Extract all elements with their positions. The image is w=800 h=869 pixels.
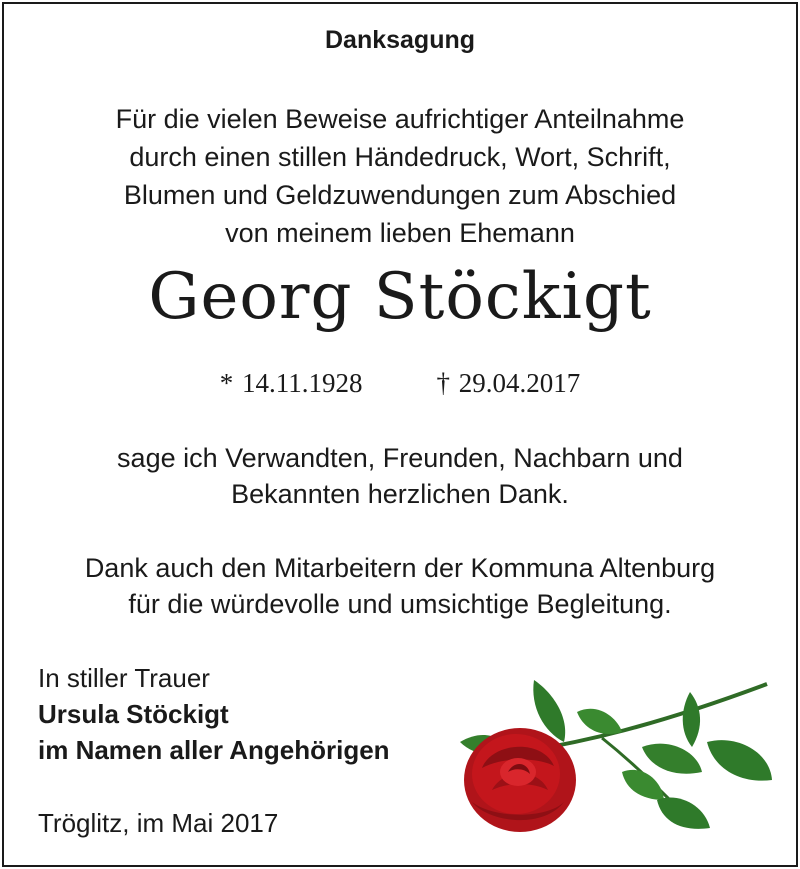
leaf-icon bbox=[642, 744, 702, 774]
obituary-notice bbox=[2, 2, 798, 867]
place-date: Tröglitz, im Mai 2017 bbox=[38, 808, 279, 838]
thanks-line: Bekannten herzlichen Dank. bbox=[231, 479, 569, 509]
leaf-icon bbox=[657, 798, 710, 829]
rose-image bbox=[452, 672, 772, 842]
leaf-icon bbox=[683, 692, 700, 747]
leaf-icon bbox=[577, 709, 622, 734]
thanks-line: Dank auch den Mitarbeitern der Kommuna Altenburg bbox=[84, 553, 716, 583]
signer-name: Ursula Stöckigt bbox=[38, 699, 229, 729]
intro-line: Für die vielen Beweise aufrichtiger Anteilnahme bbox=[115, 104, 685, 134]
signer-relation: im Namen aller Angehörigen bbox=[38, 735, 390, 765]
rose-bloom bbox=[464, 728, 576, 832]
intro-line: durch einen stillen Händedruck, Wort, Schrift, bbox=[129, 142, 671, 172]
notice-heading: Danksagung bbox=[324, 26, 476, 54]
thanks-staff bbox=[4, 550, 796, 622]
signature-block bbox=[38, 660, 390, 768]
birth-date: * 14.11.1928 bbox=[219, 368, 363, 398]
thanks-line: für die würdevolle und umsichtige Begleitung. bbox=[128, 589, 672, 619]
deceased-name: Georg Stöckigt bbox=[148, 260, 652, 334]
mourning-phrase: In stiller Trauer bbox=[38, 663, 210, 693]
leaf-icon bbox=[622, 770, 664, 800]
intro-line: Blumen und Geldzuwendungen zum Abschied bbox=[123, 180, 677, 210]
intro-text bbox=[4, 100, 796, 252]
thanks-relatives bbox=[4, 440, 796, 512]
death-date: † 29.04.2017 bbox=[436, 368, 581, 398]
leaf-icon bbox=[707, 740, 772, 781]
intro-line: von meinem lieben Ehemann bbox=[225, 218, 575, 248]
life-dates bbox=[4, 368, 796, 399]
thanks-line: sage ich Verwandten, Freunden, Nachbarn und bbox=[117, 443, 683, 473]
